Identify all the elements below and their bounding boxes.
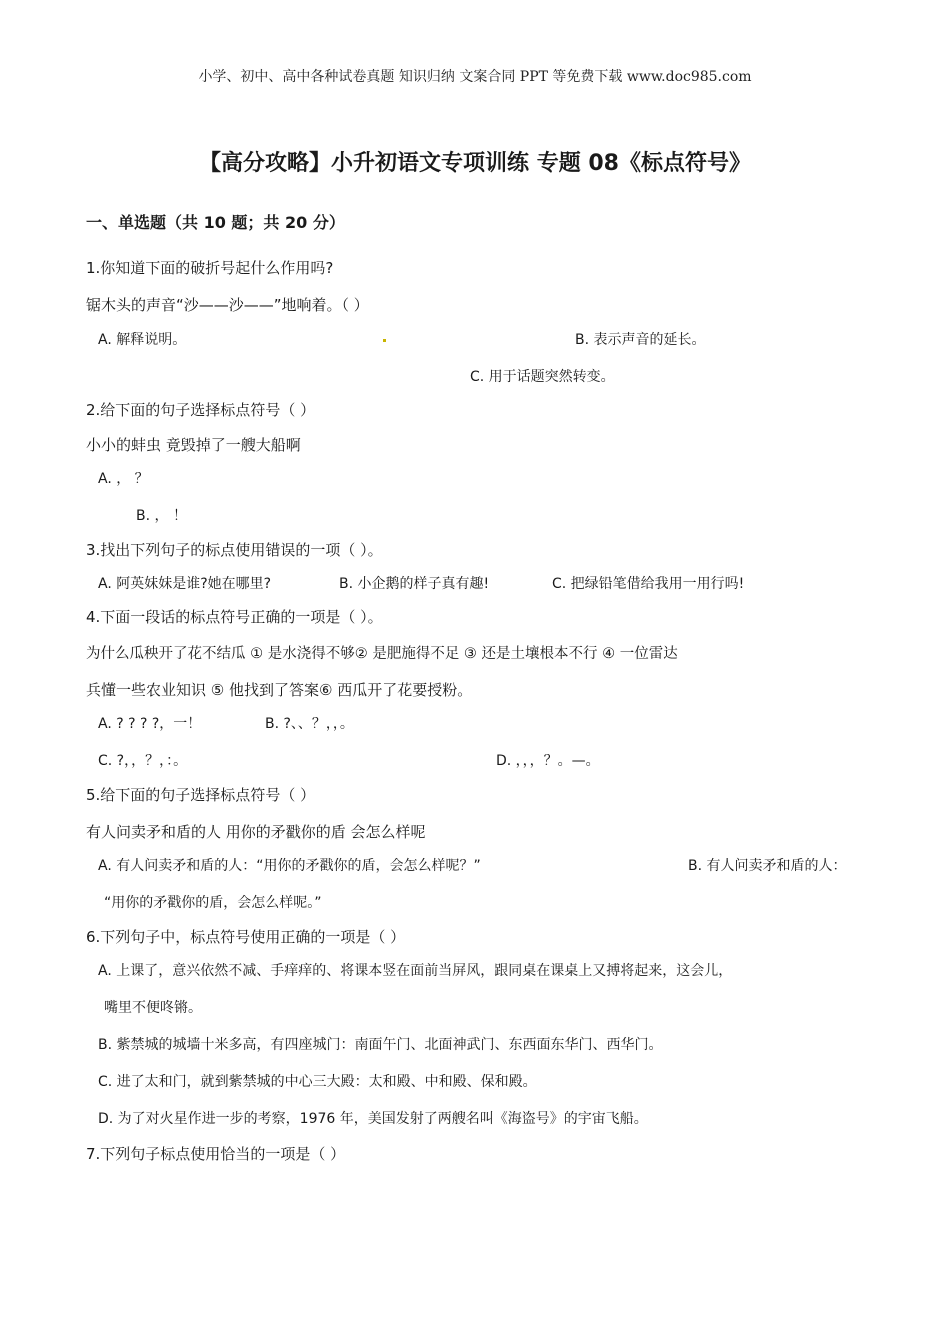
question-6-option-a: A. 上课了，意兴依然不减、手痒痒的、将课本竖在面前当屏风，跟同桌在课桌上又搏将起来，这会儿， — [98, 963, 733, 979]
page-header: 小学、初中、高中各种试卷真题 知识归纳 文案合同 PPT 等免费下载 www.doc985.com — [198, 69, 752, 85]
question-5-option-b: B. 有人问卖矛和盾的人： — [688, 858, 847, 874]
question-5-stem: 5.给下面的句子选择标点符号（ ） — [86, 786, 316, 804]
question-5-option-b-continued: “用你的矛戳你的盾，会怎么样呢。” — [104, 895, 322, 911]
question-1-option-c: C. 用于话题突然转变。 — [470, 369, 615, 385]
question-4-sentence-line-2: 兵懂一些农业知识 ⑤ 他找到了答案⑥ 西瓜开了花要授粉。 — [86, 681, 473, 699]
question-5-sentence: 有人问卖矛和盾的人 用你的矛戳你的盾 会怎么样呢 — [86, 823, 426, 841]
question-2-option-b: B. ， ！ — [136, 508, 187, 524]
question-6-option-c: C. 进了太和门，就到紫禁城的中心三大殿：太和殿、中和殿、保和殿。 — [98, 1074, 537, 1090]
question-4-option-b: B. ?、、？，，。 — [265, 716, 354, 732]
section-title: 一、单选题（共 10 题；共 20 分） — [86, 213, 345, 232]
question-3-stem: 3.找出下列句子的标点使用错误的一项（ ）。 — [86, 541, 383, 559]
question-1-stem: 1.你知道下面的破折号起什么作用吗? — [86, 259, 334, 277]
page-title: 【高分攻略】小升初语文专项训练 专题 08《标点符号》 — [199, 151, 751, 176]
question-6-option-a-continued: 嘴里不便咚锵。 — [104, 1000, 202, 1016]
question-6-stem: 6.下列句子中，标点符号使用正确的一项是（ ） — [86, 928, 406, 946]
question-5-option-a: A. 有人问卖矛和盾的人：“用你的矛戳你的盾，会怎么样呢？” — [98, 858, 481, 874]
question-4-option-a: A. ? ? ? ?，一！ — [98, 716, 202, 732]
question-6-option-b: B. 紫禁城的城墙十米多高，有四座城门：南面午门、北面神武门、东西面东华门、西华门。 — [98, 1037, 663, 1053]
question-1-option-b: B. 表示声音的延长。 — [575, 332, 706, 348]
question-4-stem: 4.下面一段话的标点符号正确的一项是（ ）。 — [86, 608, 383, 626]
question-4-sentence-line-1: 为什么瓜秧开了花不结瓜 ① 是水浇得不够② 是肥施得不足 ③ 还是土壤根本不行 ④ 一位雷达 — [86, 646, 678, 662]
question-3-option-a: A. 阿英妹妹是谁?她在哪里? — [98, 576, 272, 592]
question-3-option-c: C. 把绿铅笔借给我用一用行吗! — [552, 576, 745, 592]
question-1-sentence: 锯木头的声音“沙——沙——”地响着。（ ） — [86, 296, 369, 314]
question-4-option-d: D. ，，，？。—。 — [496, 753, 600, 769]
question-4-option-c: C. ?，，？，：。 — [98, 753, 188, 769]
question-2-stem: 2.给下面的句子选择标点符号（ ） — [86, 401, 316, 419]
question-7-stem: 7.下列句子标点使用恰当的一项是（ ） — [86, 1145, 346, 1163]
question-2-option-a: A. ， ？ — [98, 471, 149, 487]
question-6-option-d: D. 为了对火星作进一步的考察，1976 年，美国发射了两艘名叫《海盗号》的宇宙飞船。 — [98, 1111, 648, 1127]
question-1-option-a: A. 解释说明。 — [98, 332, 187, 348]
decorative-dot — [383, 339, 386, 342]
question-3-option-b: B. 小企鹅的样子真有趣! — [339, 576, 490, 592]
question-2-sentence: 小小的蚌虫 竟毁掉了一艘大船啊 — [86, 436, 301, 454]
